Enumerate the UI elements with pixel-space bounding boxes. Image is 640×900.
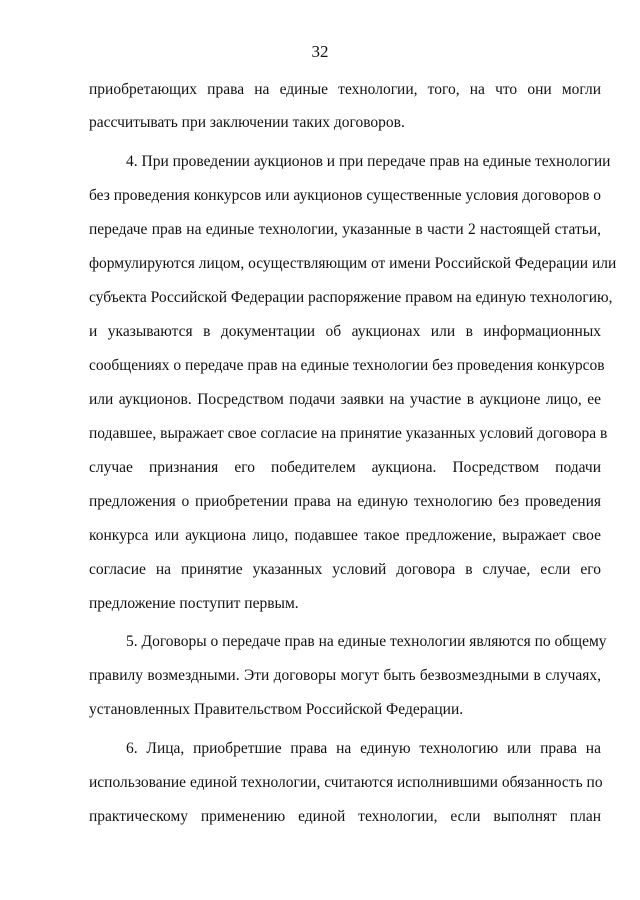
text-line: сообщениях о передаче прав на единые технологии без проведения конкурсов [89,357,605,374]
text-line: конкурса или аукциона лицо, подавшее такое предложение, выражает свое [89,527,601,544]
text-line: рассчитывать при заключении таких договоров. [89,114,405,131]
text-line: передаче прав на единые технологии, указанные в части 2 настоящей статьи, [89,221,601,238]
text-line: субъекта Российской Федерации распоряжение правом на единую технологию, [89,289,613,306]
text-line: приобретающих права на единые технологии, того, на что они могли [89,81,601,98]
text-line: установленных Правительством Российской Федерации. [89,701,464,718]
text-line: предложение поступит первым. [89,595,299,612]
text-line: согласие на принятие указанных условий договора в случае, если его [89,561,601,578]
text-line: практическому применению единой технологии, если выполнят план [89,808,601,825]
text-line: подавшее, выражает свое согласие на принятие указанных условий договора в [89,425,608,442]
text-line: и указываются в документации об аукционах или в информационных [89,323,601,340]
paragraph-4-line: 4. При проведении аукционов и при передаче прав на единые технологии [126,153,611,170]
page-number: 32 [311,42,329,61]
text-line: формулируются лицом, осуществляющим от имени Российской Федерации или [89,255,617,272]
text-line: без проведения конкурсов или аукционов существенные условия договоров о [89,187,602,204]
text-line: использование единой технологии, считаются исполнившими обязанность по [89,774,603,791]
text-line: случае признания его победителем аукциона. Посредством подачи [89,459,601,476]
text-line: предложения о приобретении права на единую технологию без проведения [89,493,601,510]
text-line: или аукционов. Посредством подачи заявки на участие в аукционе лицо, ее [89,391,601,408]
paragraph-6-line: 6. Лица, приобретшие права на единую технологию или права на [126,740,601,757]
paragraph-5-line: 5. Договоры о передаче прав на единые технологии являются по общему [126,633,607,650]
text-line: правилу возмездными. Эти договоры могут быть безвозмездными в случаях, [89,667,601,684]
